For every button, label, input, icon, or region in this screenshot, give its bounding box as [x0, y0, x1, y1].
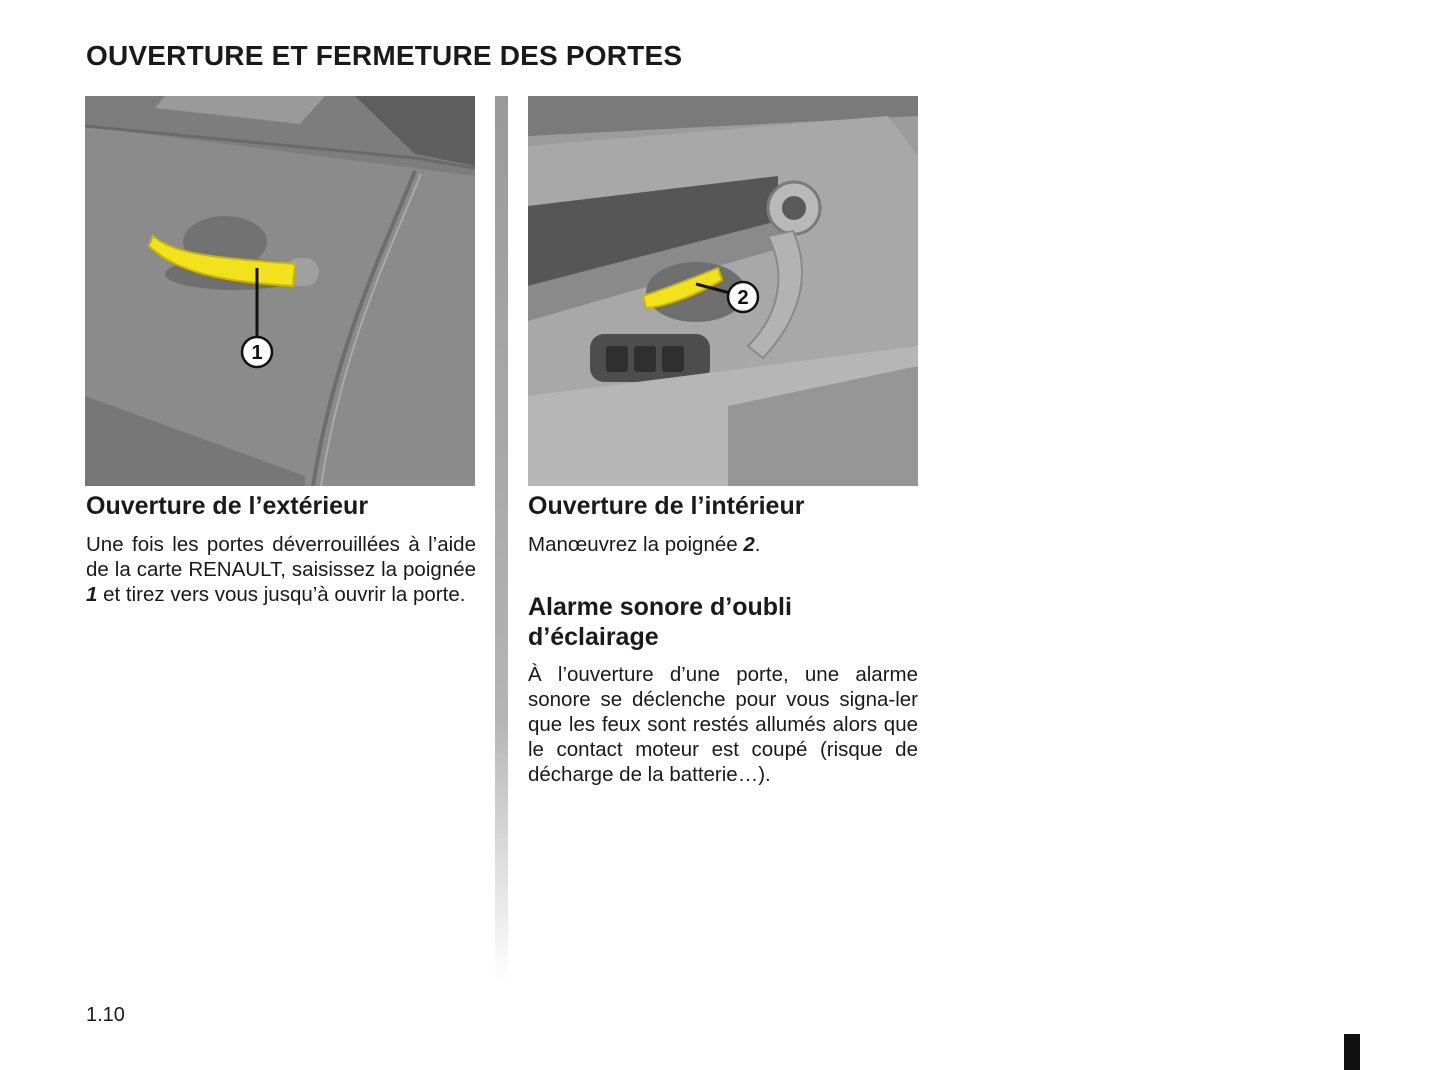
section-edge-mark	[1344, 1034, 1360, 1070]
interior-text-part1: Manœuvrez la poignée	[528, 533, 744, 556]
page-title: OUVERTURE ET FERMETURE DES PORTES	[86, 40, 683, 71]
lights-alarm-heading-line2: d’éclairage	[528, 623, 659, 651]
exterior-text-part2: et tirez vers vous jusqu’à ouvrir la porte.	[97, 583, 466, 606]
page-number: 1.10	[86, 1004, 125, 1026]
interior-text-part2: .	[754, 533, 761, 556]
lights-alarm-heading-line1: Alarme sonore d’oubli	[528, 593, 792, 621]
handle-2-ref: 2	[743, 533, 755, 556]
interior-door-photo	[528, 96, 918, 486]
interior-opening-heading: Ouverture de l’intérieur	[528, 492, 805, 520]
interior-opening-text	[528, 532, 918, 557]
column-divider	[495, 96, 508, 981]
handle-1-ref: 1	[86, 583, 98, 606]
callout-2-label: 2	[737, 287, 749, 309]
lights-alarm-heading	[528, 592, 792, 652]
exterior-opening-heading: Ouverture de l’extérieur	[86, 492, 369, 520]
exterior-opening-text	[86, 532, 476, 607]
lights-alarm-text: À l’ouverture d’une porte, une alarme sonore se déclenche pour vous signa-ler que les feux sont restés allumés alors que le contact moteur est coupé (risque de décharge de la batterie…).	[528, 663, 918, 786]
exterior-text-part1: Une fois les portes déverrouillées à l’aide de la carte RENAULT, saisissez la poignée	[86, 533, 476, 581]
callout-1-label: 1	[251, 342, 263, 364]
exterior-door-photo	[85, 96, 475, 486]
